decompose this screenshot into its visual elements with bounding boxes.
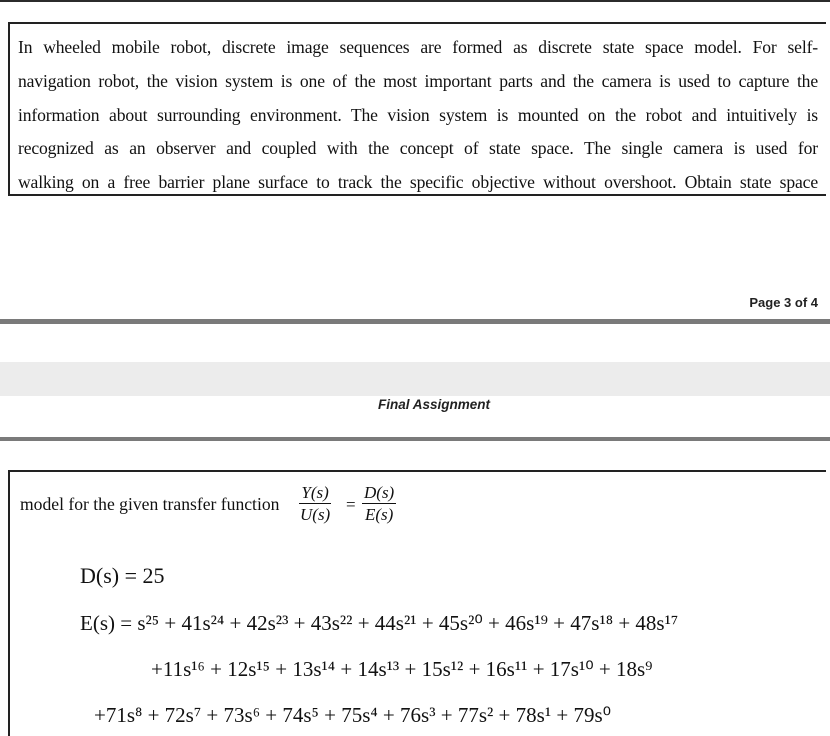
- page-gap-band: [0, 362, 830, 396]
- fraction-denominator-e: E(s): [364, 505, 394, 524]
- question-box-top: [8, 22, 826, 196]
- fraction-denominator-u: U(s): [300, 505, 331, 524]
- footer-title: Final Assignment: [378, 397, 491, 412]
- equation-e-line-3: +71s⁸ + 72s⁷ + 73s⁶ + 74s⁵ + 75s⁴ + 76s³ + 77s² + 78s¹ + 79s⁰: [94, 703, 612, 727]
- top-border: [0, 0, 830, 2]
- question-line-2: navigation robot, the vision system is one of the most important parts and the camera is used to capture the: [18, 70, 818, 91]
- continuation-text: model for the given transfer function: [20, 494, 280, 514]
- question-line-1: In wheeled mobile robot, discrete image sequences are formed as discrete state space model. For self-: [18, 37, 818, 57]
- equation-e-line-2: +11s¹⁶ + 12s¹⁵ + 13s¹⁴ + 14s¹³ + 15s¹² + 16s¹¹ + 17s¹⁰ + 18s⁹: [151, 657, 653, 681]
- question-paragraph: [18, 31, 818, 200]
- question-box-bottom: [8, 470, 826, 736]
- question-line-4: recognized as an observer and coupled with the concept of state space. The single camera is used for: [18, 138, 818, 159]
- page-break-rule-top: [0, 319, 830, 324]
- question-line-5: walking on a free barrier plane surface to track the specific objective without overshoot. Obtain state space: [18, 172, 818, 193]
- page-number: Page 3 of 4: [749, 295, 818, 310]
- equals-sign: =: [346, 495, 356, 514]
- fraction-numerator-d: D(s): [364, 483, 395, 502]
- page-break-rule-bottom: [0, 437, 830, 441]
- fraction-numerator-y: Y(s): [301, 483, 329, 502]
- question-line-3: information about surrounding environment. The vision system is mounted on the robot and intuitively is: [18, 104, 818, 125]
- equation-d: D(s) = 25: [80, 563, 165, 588]
- fraction-d-over-e: [362, 482, 396, 526]
- equation-e-line-1: E(s) = s²⁵ + 41s²⁴ + 42s²³ + 43s²² + 44s²¹ + 45s²⁰ + 46s¹⁹ + 47s¹⁸ + 48s¹⁷: [80, 611, 679, 635]
- fraction-y-over-u: [298, 482, 332, 526]
